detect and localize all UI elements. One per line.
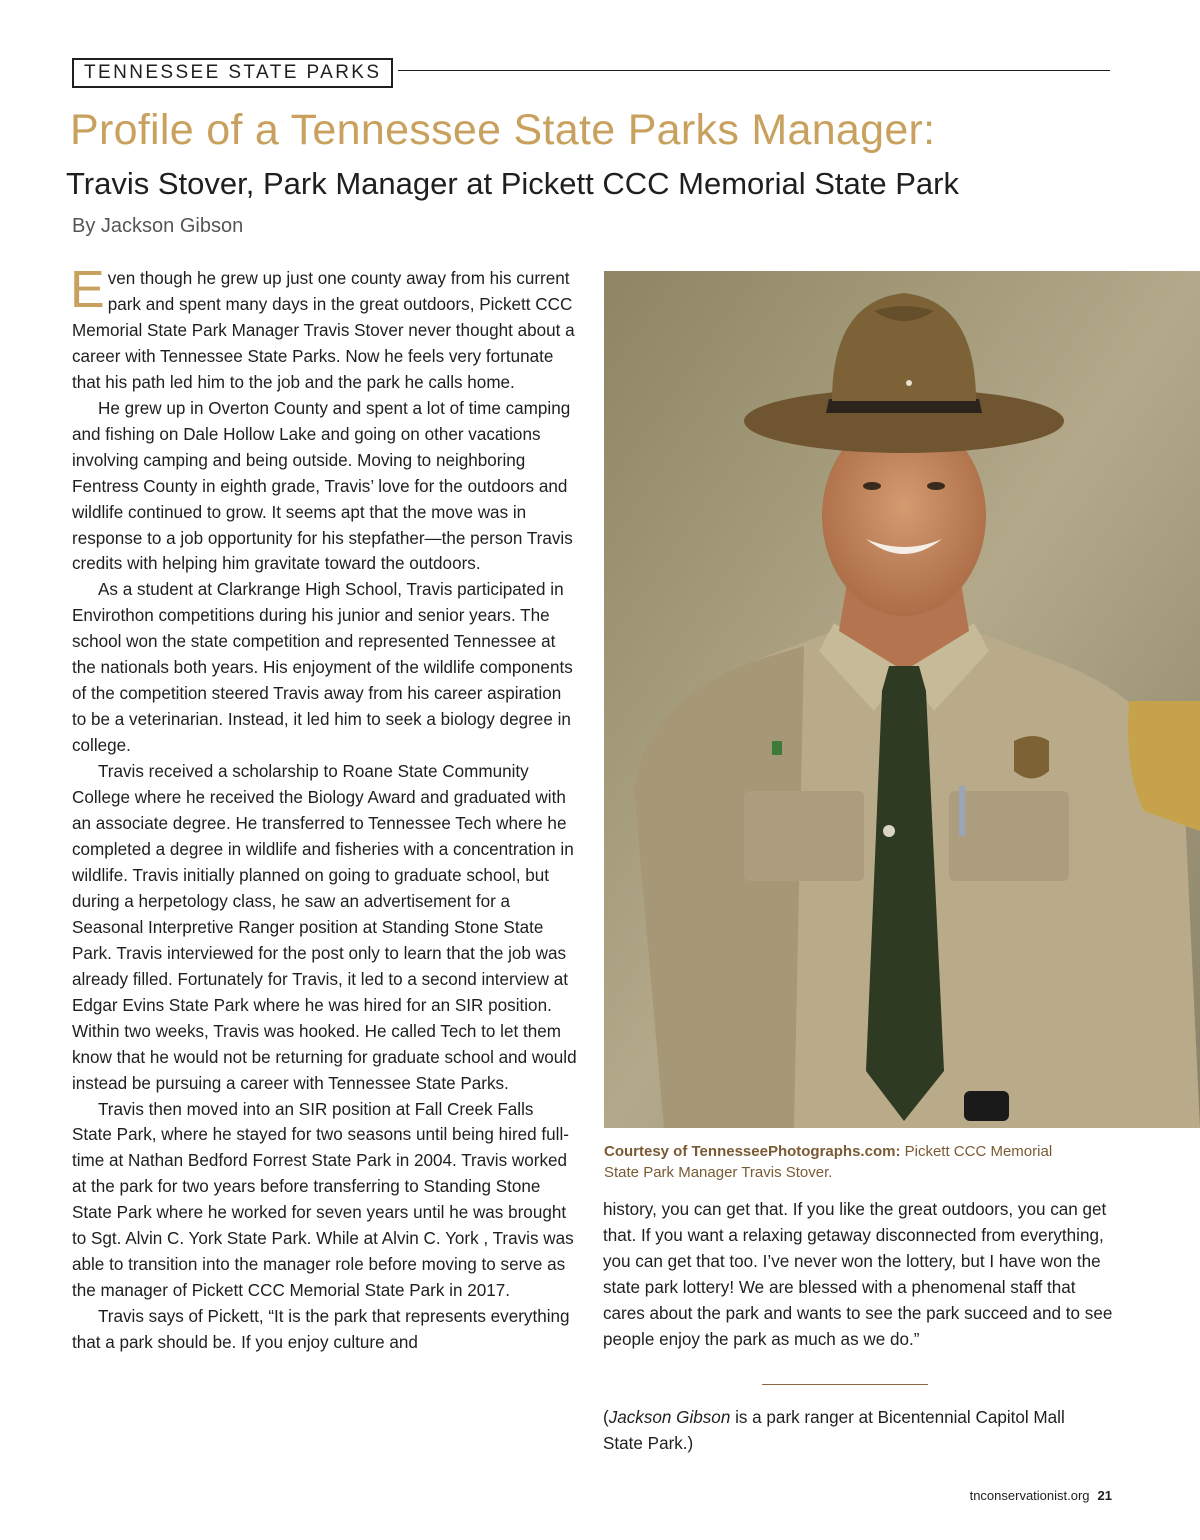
photo-caption xyxy=(604,1141,1084,1183)
photo-caption-text: Pickett CCC Memorial State Park Manager Travis Stover. xyxy=(604,1143,1053,1181)
portrait-photo xyxy=(604,271,1200,1128)
drop-cap: E xyxy=(70,261,105,319)
page-footer xyxy=(970,1488,1112,1503)
photo-credit: Courtesy of TennesseePhotographs.com: xyxy=(604,1143,901,1160)
section-rule xyxy=(398,70,1110,71)
footer-site: tnconservationist.org xyxy=(969,1488,1090,1503)
paragraph-3: As a student at Clarkrange High School, Travis participated in Envirothon competitions during his junior and senior years. The school won the state competition and represented Tennessee at the nationals both years. His enjoyment of the wildlife components of the competition steered Travis away from his career aspiration to be a veterinarian. Instead, it led him to seek a biology degree in college. xyxy=(72,580,573,756)
author-bio xyxy=(603,1405,1103,1457)
article-body-right-column xyxy=(603,1197,1113,1353)
paragraph-6-continued: history, you can get that. If you like the great outdoors, you can get that. If you want a relaxing getaway disconnected from everything, you can get that too. I’ve never won the lottery, but I have won the state park lottery! We are blessed with a phenomenal staff that cares about the park and wants to see the park succeed and to see people enjoy the park as much as we do.” xyxy=(603,1200,1113,1349)
paragraph-2: He grew up in Overton County and spent a lot of time camping and fishing on Dale Hollow Lake and going on other vacations involving camping and being outside. Moving to neighboring Fentress County in eighth grade, Travis’ love for the outdoors and wildlife continued to grow. It seems apt that the move was in response to a job opportunity for his stepfather—the person Travis credits with helping him gravitate toward the outdoors. xyxy=(72,398,573,574)
paragraph-4: Travis received a scholarship to Roane State Community College where he received the Biology Award and graduated with an associate degree. He transferred to Tennessee Tech where he completed a degree in wildlife and fisheries with a concentration in wildlife. Travis initially planned on going to graduate school, but during a herpetology class, he saw an advertisement for a Seasonal Interpretive Ranger position at Standing Stone State Park. Travis interviewed for the post only to learn that the job was already filled. Fortunately for Travis, it led to a second interview at Edgar Evins State Park where he was hired for an SIR position. Within two weeks, Travis was hooked. He called Tech to let them know that he would not be returning for graduate school and would instead be pursuing a career with Tennessee State Parks. xyxy=(72,762,577,1093)
end-divider xyxy=(762,1384,928,1385)
paragraph-5: Travis then moved into an SIR position at Fall Creek Falls State Park, where he stayed for two seasons until being hired full-time at Nathan Bedford Forrest State Park in 2004. Travis worked at the park for two years before transferring to Standing Stone State Park where he worked for seven years until he was brought to Sgt. Alvin C. York State Park. While at Alvin C. York , Travis was able to transition into the manager role before moving to serve as the manager of Pickett CCC Memorial State Park in 2017. xyxy=(72,1099,574,1301)
paragraph-1 xyxy=(70,261,578,396)
article-title: Profile of a Tennessee State Parks Manager: xyxy=(70,106,936,154)
paragraph-6: Travis says of Pickett, “It is the park that represents everything that a park should be. If you enjoy culture and xyxy=(72,1307,570,1353)
section-tag: TENNESSEE STATE PARKS xyxy=(72,58,393,88)
bio-author-name: Jackson Gibson xyxy=(608,1408,731,1427)
byline: By Jackson Gibson xyxy=(72,215,244,237)
article-body-left-column xyxy=(70,261,578,1356)
article-subtitle: Travis Stover, Park Manager at Pickett CCC Memorial State Park xyxy=(66,166,959,201)
bio-open-paren: ( xyxy=(603,1408,609,1427)
bio-text: is a park ranger at Bicentennial Capitol Mall State Park.) xyxy=(603,1408,1065,1453)
paragraph-1-text: ven though he grew up just one county away from his current park and spent many days in the great outdoors, Pickett CCC Memorial State Park Manager Travis Stover never thought about a career with Tennessee State Parks. Now he feels very fortunate that his path led him to the job and the park he calls home. xyxy=(72,269,575,392)
page-number: 21 xyxy=(1097,1488,1112,1503)
